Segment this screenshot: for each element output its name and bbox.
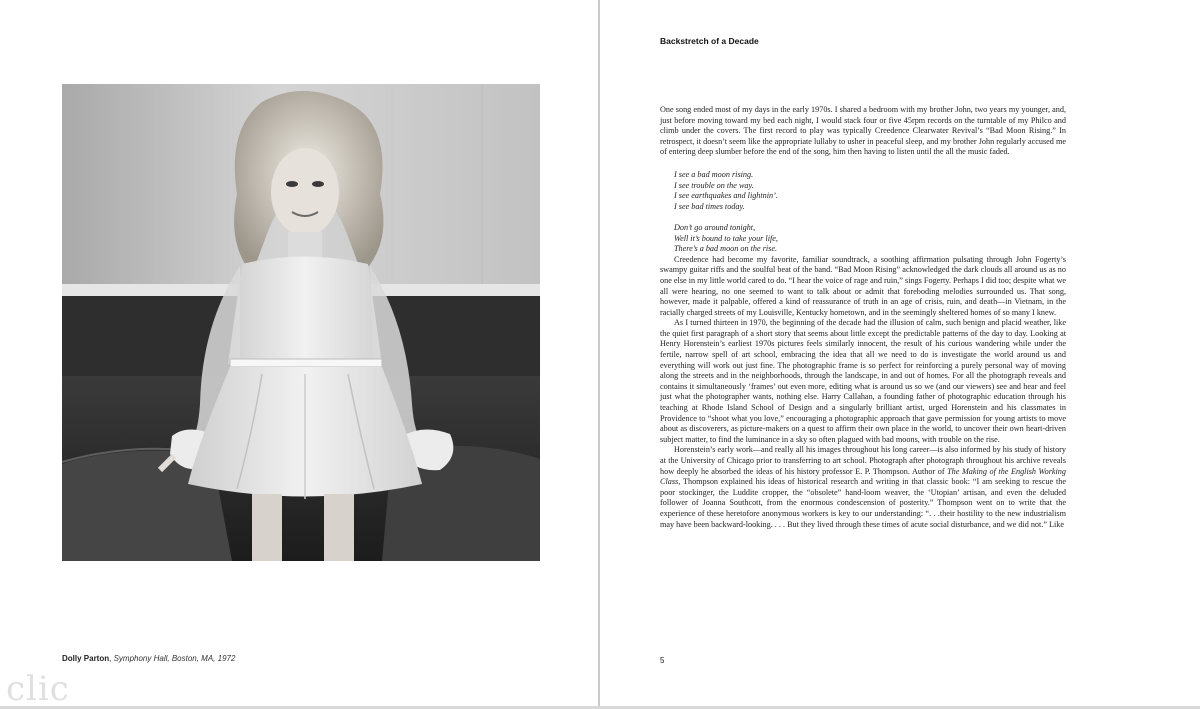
caption-place-date: Symphony Hall, Boston, MA, 1972 [113, 654, 236, 663]
lyric-line: I see a bad moon rising. [674, 169, 754, 179]
lyric-line: There’s a bad moon on the rise. [674, 244, 778, 254]
lyric-line: I see trouble on the way. [674, 180, 754, 190]
paragraph-1: One song ended most of my days in the early 1970s. I shared a bedroom with my brother John, two years my younger, and, just before moving toward my bed each night, I would stack four or five 45rpm records on the turntable of my Philco and climb under the covers. The first record to play was typically Creedence Clearwater Revival’s “Bad Moon Rising.” In retrospect, it doesn’t seem like the appropriate lullaby to usher in peaceful sleep, and my brother John regularly accused me of entering deep slumber before the end of the song, him then having to listen until the all the music faded. [660, 105, 1066, 157]
lyric-line: Don’t go around tonight, [674, 222, 756, 232]
left-page [0, 0, 598, 709]
portrait-photograph [62, 84, 540, 561]
stanza-break [674, 212, 1066, 223]
book-title: The Making of the English Working Class [660, 466, 1066, 487]
lyric-line: I see bad times today. [674, 201, 745, 211]
paragraph-4-part-b: , Thompson explained his ideas of historical research and writing in that classic book: “I am seeking to rescue the poor stockinger, the Luddite cropper, the “obsolete” hand-loom weaver, the ‘Utopian’ artisan, and even the deluded follower of Joanna Southcott, from the enormous condescension of posterity.” Thompson went on to write that the experience of these heretofore anonymous workers is key to our understanding: “. . .their hostility to the new industrialism may have been backward-looking. . . . But they lived through these times of acute social disturbance, and we did not.” Like [660, 477, 1066, 529]
lyrics-block [674, 170, 1066, 255]
lyric-line: Well it’s bound to take your life, [674, 233, 778, 243]
paragraph-4 [660, 445, 1066, 530]
running-head: Backstretch of a Decade [660, 36, 759, 46]
caption-subject: Dolly Parton [62, 654, 110, 663]
paragraph-3: As I turned thirteen in 1970, the beginning of the decade had the illusion of calm, such benign and placid weather, like the quiet first paragraph of a short story that seems about little except the predictable patterns of the day to day. Looking at Henry Horenstein’s earliest 1970s pictures feels similarly innocent, the result of his curious wandering while under the fertile, narrow spell of art school, embracing the idea that all we need to do is investigate the world around us and everything will work out just fine. The photographic frame is so perfect for reinforcing a purely personal way of moving along the streets and in the neighborhoods, through the landscape, in and out of homes. For all the photograph reveals and contains it simultaneously ‘frames’ out even more, editing what is around us so we (and our viewers) see and hear and feel just what the photographer wants, nothing else. Harry Callahan, a founding father of photographic education through his teaching at Rhode Island School of Design and a singularly brilliant artist, urged Horenstein and his classmates in Providence to “shoot what you love,” encouraging a photographic approach that gave permission for young artists to move about as discoverers, as picture-makers on a quest to affirm their own place in the world, to uncover their own heart-driven subject matter, to find the luminance in a sky so often plagued with bad moons, with trouble on the rise. [660, 318, 1066, 444]
paragraph-2: Creedence had become my favorite, familiar soundtrack, a soothing affirmation pulsating through John Fogerty’s swampy guitar riffs and the soulful beat of the band. “Bad Moon Rising” acknowledged the dark clouds all around us as no one else in my little world cared to do. “I hear the voice of rage and ruin,” sings Fogerty. Perhaps I did too; despite what we all were hearing, no one seemed to want to talk about or admit that foreboding melodies surrounded us. That song, however, made it palpable, offered a kind of reassurance of truth in an age of crisis, ruin, and death—in Vietnam, in the racially charged streets of my Louisville, Kentucky hometown, and in the seemingly sheltered homes of so many I knew. [660, 254, 1066, 317]
publisher-wordmark: clic [6, 669, 70, 709]
essay-body [660, 105, 1066, 530]
paragraph-4-part-a: Horenstein’s early work—and really all his images throughout his long career—is also informed by his study of history at the University of Chicago prior to transferring to art school. Photograph after photograph throughout his archive reveals how deeply he absorbed the ideas of his history professor E. P. Thompson. Author of [660, 445, 1066, 476]
caption-separator: , [109, 654, 114, 663]
page-number: 5 [660, 656, 665, 665]
lyric-line: I see earthquakes and lightnin’. [674, 191, 778, 201]
photo-caption [62, 654, 235, 663]
